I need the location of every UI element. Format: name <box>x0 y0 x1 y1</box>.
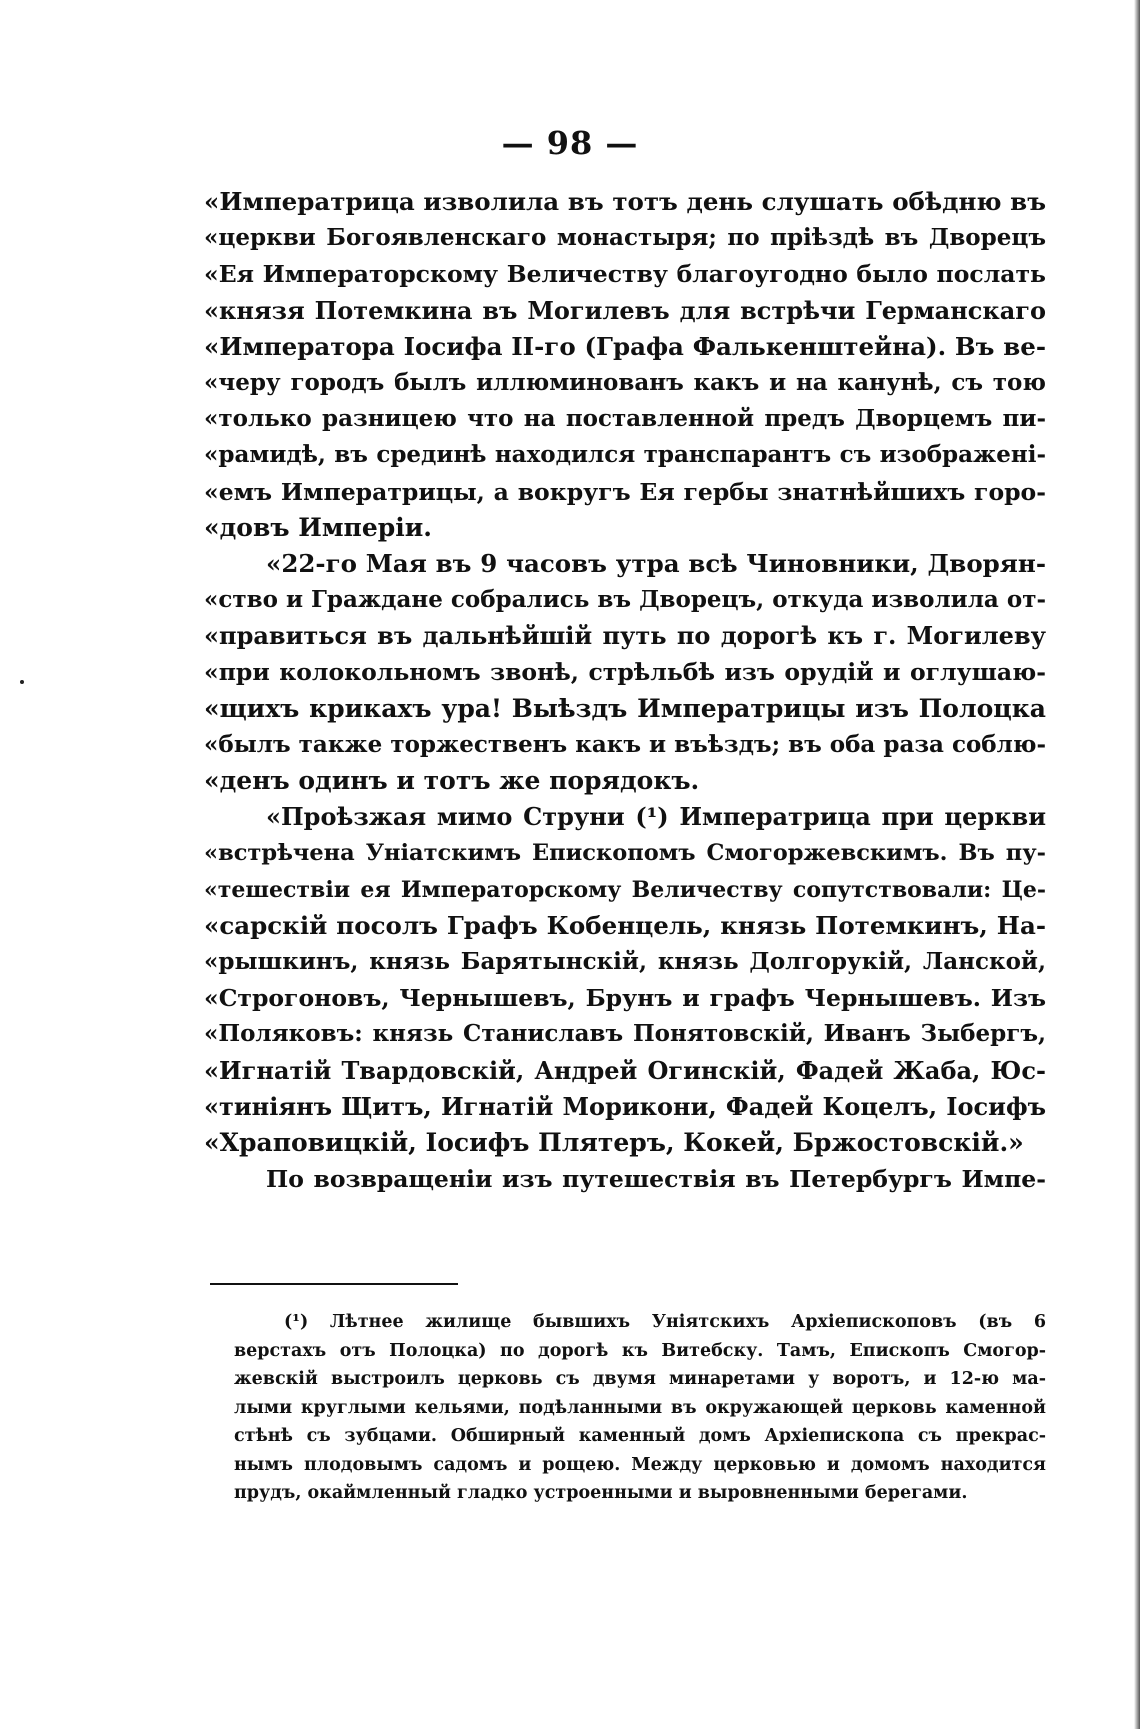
paragraph-1 <box>204 184 1046 546</box>
text-line: «тешествіи ея Императорскому Величеству сопутствовали: Це- <box>204 876 1046 903</box>
text-line: «былъ также торжественъ какъ и въѣздъ; въ оба раза соблю- <box>204 730 1046 758</box>
text-line: «черу городъ былъ иллюминованъ какъ и на канунѣ, съ тою <box>204 368 1046 396</box>
paragraph-2 <box>204 546 1046 799</box>
paragraph-4 <box>204 1161 1046 1197</box>
text-line: «Строгоновъ, Чернышевъ, Брунъ и графъ Чернышевъ. Изъ <box>204 984 1046 1013</box>
footnote-line: (¹) Лѣтнее жилище бывшихъ Уніятскихъ Архіепископовъ (въ 6 <box>284 1312 1046 1332</box>
footnote-line: прудъ, окаймленный гладко устроенными и выровненными берегами. <box>234 1483 968 1503</box>
text-line: «Императрица изволила въ тотъ день слушать обѣдню въ <box>204 187 1046 216</box>
text-line: «емъ Императрицы, а вокругъ Ея гербы знатнѣйшихъ горо- <box>204 477 1046 506</box>
text-line: «Храповицкій, Іосифъ Плятеръ, Кокей, Бржостовскій.» <box>204 1127 1024 1157</box>
footnote-line: лыми круглыми кельями, подѣланными въ окружающей церковь каменной <box>234 1397 1046 1418</box>
footnote-line: нымъ плодовымъ садомъ и рощею. Между церковью и домомъ находится <box>234 1454 1046 1475</box>
footnote <box>234 1308 1046 1508</box>
text-line: «Проѣзжая мимо Струни (¹) Императрица при церкви <box>266 802 1046 832</box>
text-line: «рамидѣ, въ срединѣ находился транспарантъ съ изображені- <box>204 441 1046 469</box>
footnote-line: стѣнѣ съ зубцами. Обширный каменный домъ Архіепископа съ прекрас- <box>234 1426 1046 1446</box>
text-line: «довъ Имперіи. <box>204 512 432 542</box>
text-line: «Поляковъ: князь Станиславъ Понятовскій, Иванъ Зыбергъ, <box>204 1020 1046 1048</box>
text-line: «сарскій посолъ Графъ Кобенцель, князь Потемкинъ, На- <box>204 910 1046 940</box>
main-text <box>204 184 1046 1197</box>
footnote-line: верстахъ отъ Полоцка) по дорогѣ къ Витебску. Тамъ, Епископъ Смогор- <box>234 1340 1046 1361</box>
text-line: «Ея Императорскому Величеству благоугодно было послать <box>204 260 1046 289</box>
footnote-line: жевскій выстроилъ церковь съ двумя минаретами у воротъ, и 12-ю ма- <box>234 1369 1046 1389</box>
text-line: «щихъ крикахъ ура! Выѣздъ Императрицы изъ Полоцка <box>204 693 1046 723</box>
margin-speck <box>20 680 24 684</box>
text-line: «правиться въ дальнѣйшій путь по дорогѣ къ г. Могилеву <box>204 621 1046 651</box>
text-line: «денъ одинъ и тотъ же порядокъ. <box>204 766 700 795</box>
text-line: «Императора Іосифа II-го (Графа Фалькенштейна). Въ ве- <box>204 331 1046 361</box>
text-line: «церкви Богоявленскаго монастыря; по пріѣздѣ въ Дворецъ <box>204 224 1046 252</box>
text-line: «рышкинъ, князь Барятынскій, князь Долгорукій, Ланской, <box>204 947 1046 975</box>
text-line: «при колокольномъ звонѣ, стрѣльбѣ изъ орудій и оглушаю- <box>204 658 1046 687</box>
text-line: «встрѣчена Уніатскимъ Епископомъ Смогоржевскимъ. Въ пу- <box>204 840 1046 867</box>
page-number: — 98 — <box>501 124 639 162</box>
text-line: «Игнатій Твардовскій, Андрей Огинскій, Фадей Жаба, Юс- <box>204 1055 1046 1085</box>
text-line: «22-го Мая въ 9 часовъ утра всѣ Чиновники, Дворян- <box>266 548 1046 578</box>
text-line: «ство и Граждане собрались въ Дворецъ, откуда изволила от- <box>204 586 1046 614</box>
text-line: «только разницею что на поставленной предъ Дворцемъ пи- <box>204 405 1046 433</box>
text-line: По возвращеніи изъ путешествія въ Петербургъ Импе- <box>266 1165 1046 1194</box>
text-line: «князя Потемкина въ Могилевъ для встрѣчи Германскаго <box>204 295 1046 325</box>
page-binding-edge <box>1134 0 1140 1729</box>
text-line: «тиніянъ Щитъ, Игнатій Морикони, Фадей Коцелъ, Іосифъ <box>204 1091 1046 1121</box>
footnote-divider <box>210 1283 458 1285</box>
paragraph-3 <box>204 799 1046 1161</box>
